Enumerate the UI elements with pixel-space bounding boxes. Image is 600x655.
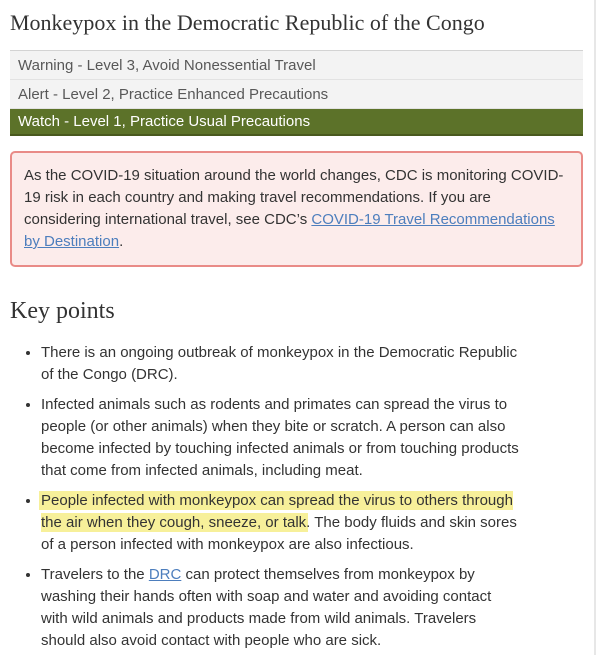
travel-notice-levels xyxy=(10,50,583,136)
highlighted-text: People infected with monkeypox can spread the virus to others through the air when they cough, sneeze, or talk xyxy=(41,492,513,531)
notice-level-warning[interactable]: Warning - Level 3, Avoid Nonessential Travel xyxy=(10,51,583,80)
drc-link[interactable]: DRC xyxy=(148,566,182,583)
key-point-text: . The body fluids and skin sores of a person infected with monkeypox are also infectious. xyxy=(41,514,517,553)
key-point-item xyxy=(41,490,550,556)
notice-level-alert[interactable]: Alert - Level 2, Practice Enhanced Precautions xyxy=(10,80,583,109)
key-point-text: can protect themselves from monkeypox by washing their hands often with soap and water and avoiding contact with wild animals and products made from wild animals. Travelers should also avoid contact with people who are sick. xyxy=(41,566,492,649)
covid-notice-box xyxy=(10,151,583,267)
covid-notice-paragraph xyxy=(24,165,569,253)
covid-notice-text-end: . xyxy=(119,233,124,250)
right-column-divider xyxy=(594,0,596,655)
page-title: Monkeypox in the Democratic Republic of the Congo xyxy=(10,10,485,35)
covid-travel-recommendations-link[interactable]: COVID-19 Travel Recommendations by Destination xyxy=(24,211,555,250)
key-point-text: Travelers to the xyxy=(41,566,149,583)
key-point-text: Infected animals such as rodents and primates can spread the virus to people (or other animals) when they bite or scratch. A person can also become infected by touching infected animals or from touching products that come from infected animals, including meat. xyxy=(41,396,519,479)
notice-level-watch[interactable]: Watch - Level 1, Practice Usual Precautions xyxy=(10,109,583,136)
key-point-text: There is an ongoing outbreak of monkeypox in the Democratic Republic of the Congo (DRC). xyxy=(41,344,518,383)
key-points-heading: Key points xyxy=(10,298,115,324)
key-point-item xyxy=(41,342,550,386)
covid-notice-text: As the COVID-19 situation around the world changes, CDC is monitoring COVID-19 risk in each country and making travel recommendations. If you are considering international travel, see CDC’s xyxy=(24,167,564,228)
key-point-item xyxy=(41,564,550,652)
key-point-item xyxy=(41,394,550,482)
key-points-list xyxy=(10,342,550,652)
